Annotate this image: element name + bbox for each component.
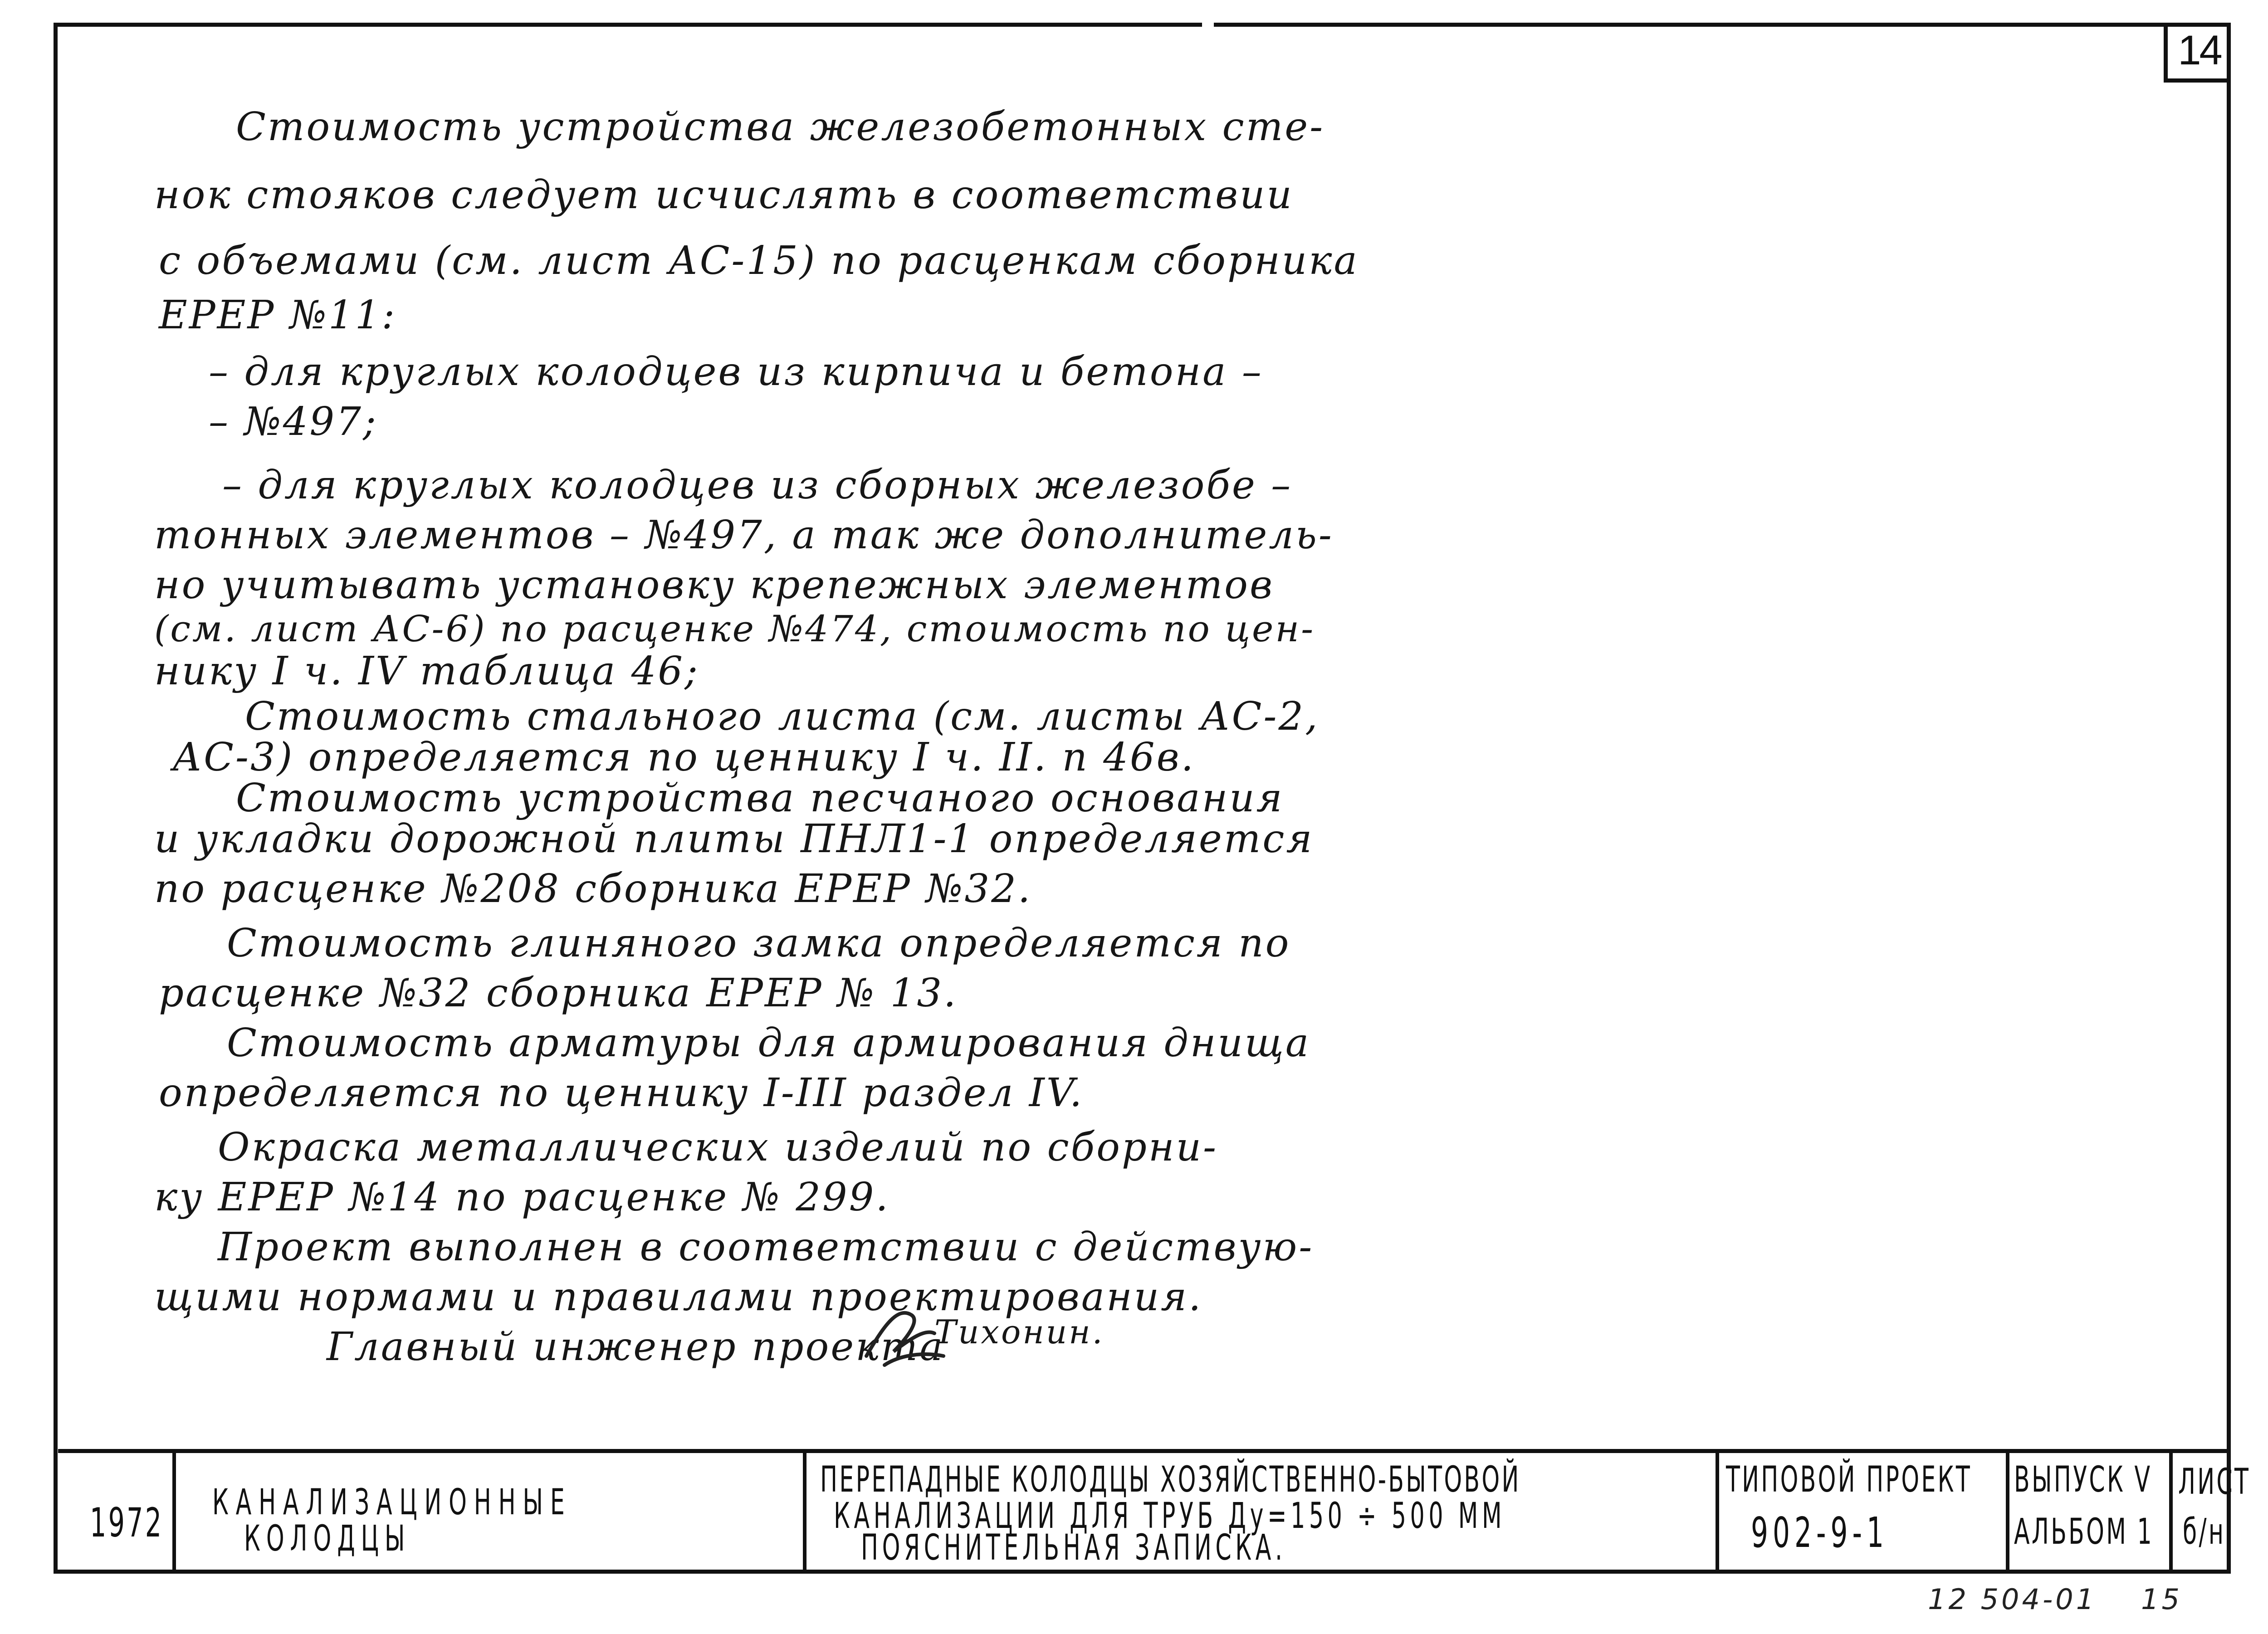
sheet-value: б/н [2183,1512,2226,1552]
note-line: Стоимость глиняного замка определяется по [227,921,1291,966]
note-line: АС-3) определяется по ценнику I ч. II. п 46в. [172,735,1196,780]
engineer-name: Тихонин. [934,1313,1105,1351]
footer-page: 15 [2141,1583,2182,1616]
album-label: АЛЬБОМ 1 [2014,1512,2154,1552]
note-line: Стоимость стального листа (см. листы АС-2, [245,694,1320,739]
note-line: щими нормами и правилами проектирования. [154,1274,1203,1320]
year: 1972 [90,1499,164,1546]
title-line-3: ПОЯСНИТЕЛЬНАЯ ЗАПИСКА. [861,1527,1286,1568]
project-label: ТИПОВОЙ ПРОЕКТ [1726,1459,1972,1500]
note-line: Стоимость устройства песчаного основания [236,776,1284,821]
title-line-2: КАНАЛИЗАЦИИ ДЛЯ ТРУБ Ду=150 ÷ 500 ММ [834,1496,1506,1536]
issue-label: ВЫПУСК V [2014,1459,2152,1500]
note-line: Проект выполнен в соответствии с действую- [218,1224,1314,1270]
document-title-cell [807,1453,1719,1571]
note-line: ку ЕРЕР №14 по расценке № 299. [154,1175,890,1220]
project-cell [1719,1453,2009,1571]
note-line: с объемами (см. лист АС-15) по расценкам сборника [159,238,1359,283]
note-line: и укладки дорожной плиты ПНЛ1-1 определяется [154,816,1314,862]
note-line: но учитывать установку крепежных элементов [154,562,1275,608]
year-cell [58,1453,176,1571]
note-line: нику I ч. IV таблица 46; [154,649,699,694]
note-line: тонных элементов – №497, а так же дополнитель- [154,512,1334,558]
title-line-1: ПЕРЕПАДНЫЕ КОЛОДЦЫ ХОЗЯЙСТВЕННО-БЫТОВОЙ [820,1459,1521,1500]
footer-code: 12 504-01 [1928,1583,2097,1616]
signature-mark [857,1288,948,1379]
category-line-1: КАНАЛИЗАЦИОННЫЕ [212,1482,572,1523]
note-line: (см. лист АС-6) по расценке №474, стоимость по цен- [154,608,1315,650]
sheet-number: 14 [2164,23,2231,83]
note-line: Стоимость устройства железобетонных сте- [236,104,1325,150]
project-number: 902-9-1 [1751,1508,1889,1557]
note-line: – для круглых колодцев из сборных железобе – [222,463,1293,508]
note-line: нок стояков следует исчислять в соответствии [154,172,1294,218]
chief-engineer-label: Главный инженер проекта [327,1324,945,1370]
note-line: определяется по ценнику I-III раздел IV. [159,1070,1084,1116]
note-line: ЕРЕР №11: [159,293,397,338]
sheet-cell [2173,1453,2251,1571]
note-line: – №497; [209,399,378,444]
note-line: Окраска металлических изделий по сборни- [218,1125,1218,1170]
note-line: по расценке №208 сборника ЕРЕР №32. [154,866,1032,912]
note-line: Стоимость арматуры для армирования днища [227,1020,1311,1066]
category-cell [176,1453,807,1571]
title-block [58,1449,2251,1571]
frame-gap [1202,18,1214,28]
category-line-2: КОЛОДЦЫ [244,1518,411,1559]
issue-cell [2009,1453,2173,1571]
note-line: расценке №32 сборника ЕРЕР № 13. [159,971,958,1016]
sheet-label: ЛИСТ [2178,1462,2251,1502]
note-line: – для круглых колодцев из кирпича и бетона – [209,349,1263,395]
